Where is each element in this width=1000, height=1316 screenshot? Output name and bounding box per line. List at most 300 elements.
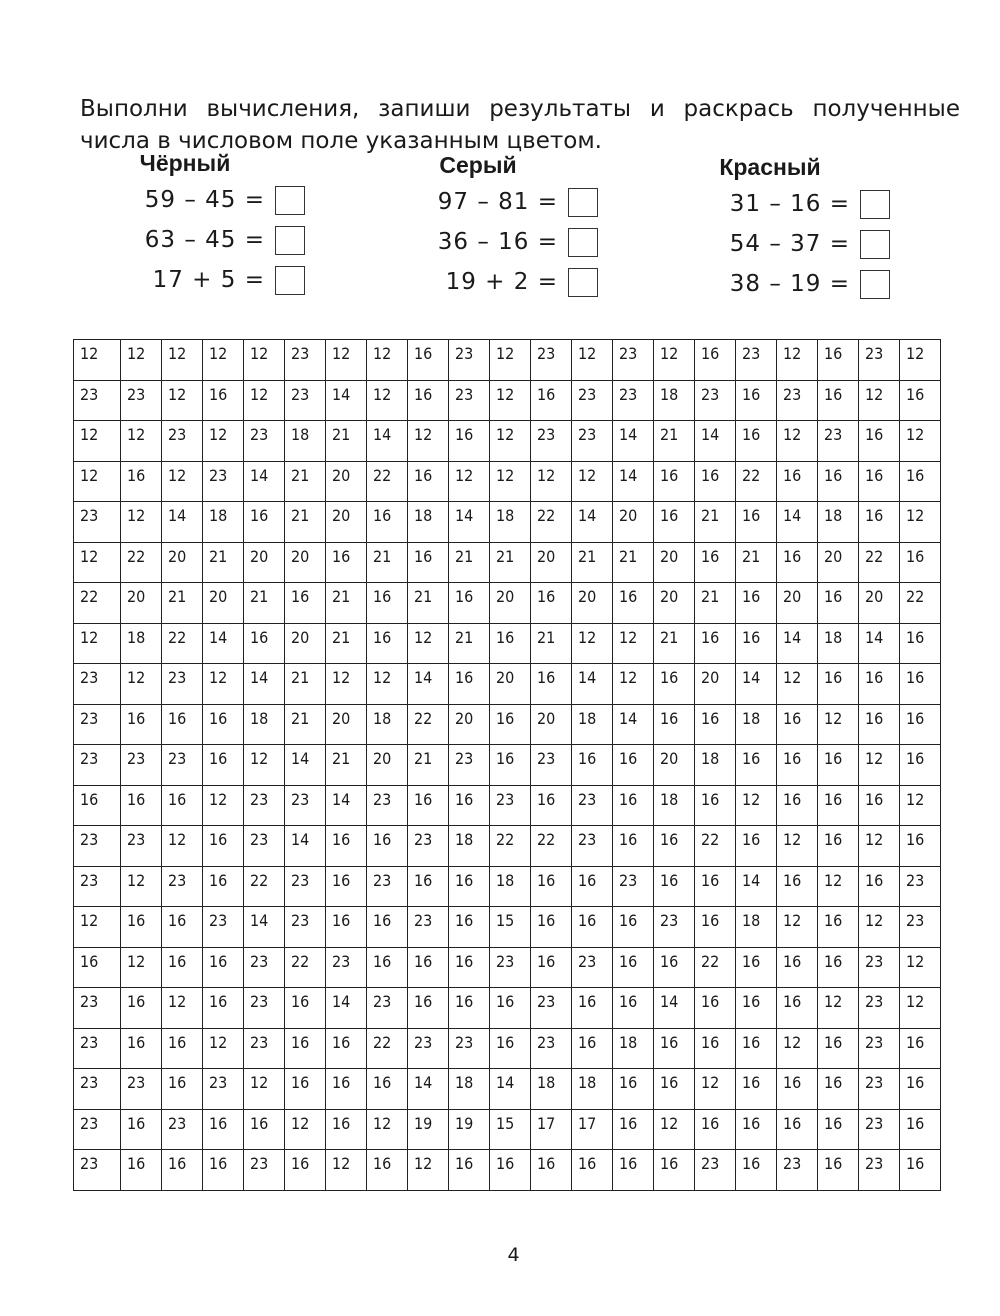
grid-cell[interactable]: 12 [777,826,818,867]
grid-cell[interactable]: 16 [695,461,736,502]
grid-cell[interactable]: 20 [326,461,367,502]
grid-cell[interactable]: 16 [695,1028,736,1069]
grid-cell[interactable]: 23 [695,380,736,421]
grid-cell[interactable]: 23 [695,1150,736,1191]
grid-cell[interactable]: 16 [613,1150,654,1191]
grid-cell[interactable]: 16 [900,826,941,867]
grid-cell[interactable]: 23 [613,340,654,381]
grid-cell[interactable]: 12 [695,1069,736,1110]
answer-box[interactable] [860,270,890,299]
grid-cell[interactable]: 23 [162,745,203,786]
grid-cell[interactable]: 16 [695,340,736,381]
grid-cell[interactable]: 23 [74,1069,121,1110]
grid-cell[interactable]: 16 [162,907,203,948]
grid-cell[interactable]: 22 [367,1028,408,1069]
grid-cell[interactable]: 16 [572,745,613,786]
grid-cell[interactable]: 16 [736,583,777,624]
grid-cell[interactable]: 21 [285,704,326,745]
grid-cell[interactable]: 21 [326,745,367,786]
grid-cell[interactable]: 16 [449,785,490,826]
grid-cell[interactable]: 22 [408,704,449,745]
grid-cell[interactable]: 23 [162,421,203,462]
grid-cell[interactable]: 19 [449,1109,490,1150]
grid-cell[interactable]: 23 [859,947,900,988]
grid-cell[interactable]: 16 [859,664,900,705]
grid-cell[interactable]: 12 [244,340,285,381]
grid-cell[interactable]: 12 [285,1109,326,1150]
grid-cell[interactable]: 16 [203,1150,244,1191]
grid-cell[interactable]: 14 [613,421,654,462]
grid-cell[interactable]: 12 [900,947,941,988]
grid-cell[interactable]: 23 [285,866,326,907]
grid-cell[interactable]: 23 [408,1028,449,1069]
grid-cell[interactable]: 21 [531,623,572,664]
grid-cell[interactable]: 16 [654,826,695,867]
grid-cell[interactable]: 16 [695,866,736,907]
grid-cell[interactable]: 16 [900,1069,941,1110]
grid-cell[interactable]: 21 [162,583,203,624]
grid-cell[interactable]: 16 [367,826,408,867]
grid-cell[interactable]: 23 [74,866,121,907]
grid-cell[interactable]: 21 [572,542,613,583]
grid-cell[interactable]: 16 [736,1069,777,1110]
grid-cell[interactable]: 20 [449,704,490,745]
grid-cell[interactable]: 23 [74,826,121,867]
grid-cell[interactable]: 22 [531,826,572,867]
grid-cell[interactable]: 22 [367,461,408,502]
grid-cell[interactable]: 23 [74,502,121,543]
answer-box[interactable] [860,230,890,259]
grid-cell[interactable]: 16 [203,745,244,786]
grid-cell[interactable]: 16 [531,866,572,907]
grid-cell[interactable]: 18 [613,1028,654,1069]
grid-cell[interactable]: 16 [572,907,613,948]
grid-cell[interactable]: 16 [777,947,818,988]
grid-cell[interactable]: 23 [121,380,162,421]
grid-cell[interactable]: 12 [777,907,818,948]
grid-cell[interactable]: 16 [490,623,531,664]
grid-cell[interactable]: 16 [695,623,736,664]
grid-cell[interactable]: 16 [162,1150,203,1191]
grid-cell[interactable]: 16 [490,988,531,1029]
grid-cell[interactable]: 18 [654,785,695,826]
grid-cell[interactable]: 23 [572,785,613,826]
grid-cell[interactable]: 14 [613,704,654,745]
grid-cell[interactable]: 12 [572,340,613,381]
grid-cell[interactable]: 16 [408,340,449,381]
grid-cell[interactable]: 16 [203,866,244,907]
grid-cell[interactable]: 20 [818,542,859,583]
grid-cell[interactable]: 12 [203,1028,244,1069]
grid-cell[interactable]: 16 [572,1150,613,1191]
grid-cell[interactable]: 12 [326,1150,367,1191]
grid-cell[interactable]: 12 [818,704,859,745]
grid-cell[interactable]: 12 [74,461,121,502]
grid-cell[interactable]: 22 [285,947,326,988]
grid-cell[interactable]: 12 [244,1069,285,1110]
grid-cell[interactable]: 16 [654,704,695,745]
grid-cell[interactable]: 12 [74,623,121,664]
grid-cell[interactable]: 23 [285,785,326,826]
grid-cell[interactable]: 23 [572,947,613,988]
grid-cell[interactable]: 17 [572,1109,613,1150]
grid-cell[interactable]: 20 [121,583,162,624]
grid-cell[interactable]: 12 [121,947,162,988]
grid-cell[interactable]: 16 [121,1028,162,1069]
grid-cell[interactable]: 12 [654,340,695,381]
answer-box[interactable] [568,228,598,257]
grid-cell[interactable]: 20 [203,583,244,624]
grid-cell[interactable]: 12 [900,421,941,462]
grid-cell[interactable]: 23 [74,1150,121,1191]
grid-cell[interactable]: 16 [244,502,285,543]
grid-cell[interactable]: 16 [449,583,490,624]
grid-cell[interactable]: 16 [490,745,531,786]
grid-cell[interactable]: 22 [74,583,121,624]
grid-cell[interactable]: 23 [572,421,613,462]
grid-cell[interactable]: 14 [203,623,244,664]
grid-cell[interactable]: 16 [654,866,695,907]
grid-cell[interactable]: 16 [900,623,941,664]
grid-cell[interactable]: 12 [777,1028,818,1069]
grid-cell[interactable]: 18 [695,745,736,786]
grid-cell[interactable]: 12 [818,866,859,907]
grid-cell[interactable]: 23 [531,745,572,786]
grid-cell[interactable]: 23 [777,380,818,421]
grid-cell[interactable]: 23 [203,1069,244,1110]
grid-cell[interactable]: 16 [367,1069,408,1110]
grid-cell[interactable]: 23 [162,866,203,907]
grid-cell[interactable]: 23 [203,907,244,948]
grid-cell[interactable]: 16 [326,826,367,867]
grid-cell[interactable]: 16 [613,583,654,624]
grid-cell[interactable]: 23 [74,745,121,786]
grid-cell[interactable]: 16 [449,664,490,705]
grid-cell[interactable]: 19 [408,1109,449,1150]
grid-cell[interactable]: 20 [695,664,736,705]
grid-cell[interactable]: 16 [613,907,654,948]
grid-cell[interactable]: 12 [900,988,941,1029]
grid-cell[interactable]: 23 [859,1150,900,1191]
grid-cell[interactable]: 16 [613,988,654,1029]
grid-cell[interactable]: 20 [367,745,408,786]
grid-cell[interactable]: 23 [449,340,490,381]
grid-cell[interactable]: 16 [736,988,777,1029]
grid-cell[interactable]: 21 [408,745,449,786]
grid-cell[interactable]: 16 [531,947,572,988]
grid-cell[interactable]: 21 [408,583,449,624]
grid-cell[interactable]: 21 [326,583,367,624]
grid-cell[interactable]: 16 [736,1028,777,1069]
grid-cell[interactable]: 16 [695,704,736,745]
grid-cell[interactable]: 16 [203,988,244,1029]
grid-cell[interactable]: 23 [367,866,408,907]
grid-cell[interactable]: 23 [121,745,162,786]
grid-cell[interactable]: 16 [818,947,859,988]
grid-cell[interactable]: 18 [736,704,777,745]
grid-cell[interactable]: 12 [654,1109,695,1150]
grid-cell[interactable]: 16 [162,947,203,988]
grid-cell[interactable]: 18 [490,502,531,543]
grid-cell[interactable]: 16 [900,1028,941,1069]
grid-cell[interactable]: 21 [285,461,326,502]
grid-cell[interactable]: 22 [695,947,736,988]
grid-cell[interactable]: 16 [121,988,162,1029]
grid-cell[interactable]: 14 [736,664,777,705]
grid-cell[interactable]: 16 [900,1150,941,1191]
grid-cell[interactable]: 15 [490,1109,531,1150]
grid-cell[interactable]: 18 [490,866,531,907]
grid-cell[interactable]: 16 [818,907,859,948]
grid-cell[interactable]: 16 [900,664,941,705]
grid-cell[interactable]: 18 [449,826,490,867]
grid-cell[interactable]: 21 [244,583,285,624]
grid-cell[interactable]: 23 [449,1028,490,1069]
grid-cell[interactable]: 16 [367,583,408,624]
grid-cell[interactable]: 16 [818,461,859,502]
grid-cell[interactable]: 23 [74,1028,121,1069]
grid-cell[interactable]: 12 [121,866,162,907]
grid-cell[interactable]: 16 [449,421,490,462]
grid-cell[interactable]: 16 [490,1150,531,1191]
grid-cell[interactable]: 23 [162,1109,203,1150]
grid-cell[interactable]: 23 [285,380,326,421]
grid-cell[interactable]: 23 [244,988,285,1029]
grid-cell[interactable]: 21 [285,502,326,543]
grid-cell[interactable]: 16 [203,380,244,421]
grid-cell[interactable]: 16 [121,1150,162,1191]
grid-cell[interactable]: 16 [818,1150,859,1191]
grid-cell[interactable]: 18 [572,704,613,745]
grid-cell[interactable]: 16 [408,380,449,421]
grid-cell[interactable]: 12 [490,461,531,502]
grid-cell[interactable]: 14 [285,745,326,786]
grid-cell[interactable]: 16 [654,1069,695,1110]
grid-cell[interactable]: 16 [408,947,449,988]
grid-cell[interactable]: 23 [531,1028,572,1069]
grid-cell[interactable]: 16 [777,1069,818,1110]
grid-cell[interactable]: 23 [408,826,449,867]
grid-cell[interactable]: 16 [900,1109,941,1150]
grid-cell[interactable]: 23 [859,340,900,381]
grid-cell[interactable]: 23 [859,1109,900,1150]
grid-cell[interactable]: 16 [121,907,162,948]
grid-cell[interactable]: 12 [900,502,941,543]
grid-cell[interactable]: 23 [244,826,285,867]
grid-cell[interactable]: 16 [736,1150,777,1191]
grid-cell[interactable]: 18 [285,421,326,462]
grid-cell[interactable]: 23 [613,866,654,907]
grid-cell[interactable]: 12 [121,664,162,705]
grid-cell[interactable]: 16 [900,704,941,745]
grid-cell[interactable]: 12 [74,340,121,381]
grid-cell[interactable]: 21 [203,542,244,583]
grid-cell[interactable]: 16 [818,745,859,786]
grid-cell[interactable]: 16 [818,1069,859,1110]
grid-cell[interactable]: 22 [244,866,285,907]
grid-cell[interactable]: 16 [326,1028,367,1069]
grid-cell[interactable]: 14 [285,826,326,867]
grid-cell[interactable]: 14 [777,623,818,664]
grid-cell[interactable]: 18 [818,623,859,664]
grid-cell[interactable]: 23 [203,461,244,502]
grid-cell[interactable]: 16 [326,866,367,907]
grid-cell[interactable]: 15 [490,907,531,948]
grid-cell[interactable]: 20 [285,542,326,583]
grid-cell[interactable]: 16 [449,1150,490,1191]
grid-cell[interactable]: 22 [162,623,203,664]
grid-cell[interactable]: 14 [859,623,900,664]
grid-cell[interactable]: 16 [613,826,654,867]
grid-cell[interactable]: 12 [367,1109,408,1150]
grid-cell[interactable]: 21 [449,623,490,664]
grid-cell[interactable]: 22 [121,542,162,583]
grid-cell[interactable]: 14 [244,907,285,948]
grid-cell[interactable]: 18 [449,1069,490,1110]
grid-cell[interactable]: 12 [490,421,531,462]
grid-cell[interactable]: 12 [408,421,449,462]
grid-cell[interactable]: 23 [613,380,654,421]
grid-cell[interactable]: 16 [900,461,941,502]
grid-cell[interactable]: 16 [736,947,777,988]
grid-cell[interactable]: 16 [818,583,859,624]
grid-cell[interactable]: 20 [613,502,654,543]
grid-cell[interactable]: 12 [777,664,818,705]
grid-cell[interactable]: 22 [695,826,736,867]
grid-cell[interactable]: 12 [490,340,531,381]
grid-cell[interactable]: 16 [736,380,777,421]
grid-cell[interactable]: 16 [613,1069,654,1110]
grid-cell[interactable]: 23 [74,704,121,745]
grid-cell[interactable]: 23 [490,785,531,826]
grid-cell[interactable]: 22 [531,502,572,543]
grid-cell[interactable]: 16 [531,785,572,826]
grid-cell[interactable]: 14 [695,421,736,462]
grid-cell[interactable]: 16 [777,785,818,826]
grid-cell[interactable]: 16 [818,826,859,867]
grid-cell[interactable]: 12 [736,785,777,826]
grid-cell[interactable]: 23 [162,664,203,705]
grid-cell[interactable]: 16 [285,1150,326,1191]
grid-cell[interactable]: 12 [244,380,285,421]
grid-cell[interactable]: 23 [285,340,326,381]
grid-cell[interactable]: 16 [244,623,285,664]
grid-cell[interactable]: 16 [654,502,695,543]
grid-cell[interactable]: 16 [326,542,367,583]
grid-cell[interactable]: 12 [74,542,121,583]
grid-cell[interactable]: 16 [736,1109,777,1150]
grid-cell[interactable]: 23 [367,988,408,1029]
grid-cell[interactable]: 16 [203,826,244,867]
grid-cell[interactable]: 23 [572,380,613,421]
grid-cell[interactable]: 12 [572,461,613,502]
grid-cell[interactable]: 21 [654,623,695,664]
grid-cell[interactable]: 12 [900,340,941,381]
grid-cell[interactable]: 18 [408,502,449,543]
grid-cell[interactable]: 12 [244,745,285,786]
grid-cell[interactable]: 20 [654,542,695,583]
grid-cell[interactable]: 21 [326,623,367,664]
grid-cell[interactable]: 21 [613,542,654,583]
grid-cell[interactable]: 16 [654,664,695,705]
grid-cell[interactable]: 22 [736,461,777,502]
grid-cell[interactable]: 12 [121,502,162,543]
grid-cell[interactable]: 18 [736,907,777,948]
grid-cell[interactable]: 16 [859,704,900,745]
grid-cell[interactable]: 21 [367,542,408,583]
grid-cell[interactable]: 23 [244,1150,285,1191]
grid-cell[interactable]: 12 [859,380,900,421]
grid-cell[interactable]: 12 [613,664,654,705]
answer-box[interactable] [568,268,598,297]
grid-cell[interactable]: 12 [162,461,203,502]
grid-cell[interactable]: 16 [203,1109,244,1150]
grid-cell[interactable]: 16 [777,988,818,1029]
grid-cell[interactable]: 16 [531,380,572,421]
grid-cell[interactable]: 14 [613,461,654,502]
grid-cell[interactable]: 14 [408,664,449,705]
grid-cell[interactable]: 16 [613,1109,654,1150]
grid-cell[interactable]: 18 [572,1069,613,1110]
grid-cell[interactable]: 16 [613,745,654,786]
grid-cell[interactable]: 23 [654,907,695,948]
grid-cell[interactable]: 16 [818,1109,859,1150]
grid-cell[interactable]: 23 [285,907,326,948]
grid-cell[interactable]: 16 [695,542,736,583]
grid-cell[interactable]: 16 [162,1069,203,1110]
grid-cell[interactable]: 16 [449,907,490,948]
grid-cell[interactable]: 16 [859,502,900,543]
grid-cell[interactable]: 12 [531,461,572,502]
grid-cell[interactable]: 21 [695,583,736,624]
grid-cell[interactable]: 23 [74,380,121,421]
grid-cell[interactable]: 12 [859,826,900,867]
grid-cell[interactable]: 12 [490,380,531,421]
grid-cell[interactable]: 23 [531,421,572,462]
grid-cell[interactable]: 12 [121,340,162,381]
grid-cell[interactable]: 23 [531,988,572,1029]
grid-cell[interactable]: 16 [121,1109,162,1150]
grid-cell[interactable]: 23 [74,664,121,705]
grid-cell[interactable]: 12 [162,380,203,421]
grid-cell[interactable]: 16 [777,866,818,907]
grid-cell[interactable]: 16 [531,907,572,948]
grid-cell[interactable]: 18 [531,1069,572,1110]
grid-cell[interactable]: 20 [162,542,203,583]
grid-cell[interactable]: 16 [572,866,613,907]
grid-cell[interactable]: 14 [777,502,818,543]
grid-cell[interactable]: 20 [490,664,531,705]
grid-cell[interactable]: 22 [900,583,941,624]
grid-cell[interactable]: 23 [326,947,367,988]
grid-cell[interactable]: 16 [736,502,777,543]
grid-cell[interactable]: 16 [285,988,326,1029]
grid-cell[interactable]: 16 [695,988,736,1029]
grid-cell[interactable]: 23 [531,340,572,381]
grid-cell[interactable]: 16 [736,421,777,462]
grid-cell[interactable]: 16 [285,1028,326,1069]
grid-cell[interactable]: 14 [326,988,367,1029]
grid-cell[interactable]: 12 [367,664,408,705]
grid-cell[interactable]: 23 [408,907,449,948]
grid-cell[interactable]: 18 [121,623,162,664]
grid-cell[interactable]: 16 [490,704,531,745]
grid-cell[interactable]: 16 [777,745,818,786]
grid-cell[interactable]: 20 [285,623,326,664]
grid-cell[interactable]: 14 [490,1069,531,1110]
grid-cell[interactable]: 12 [818,988,859,1029]
grid-cell[interactable]: 14 [367,421,408,462]
